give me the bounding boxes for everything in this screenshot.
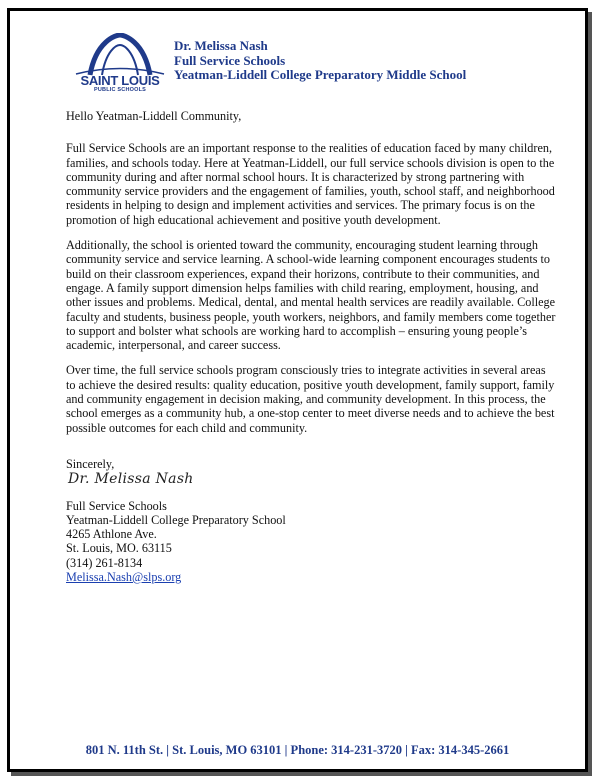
logo-wordmark: SAINT LOUIS	[80, 73, 160, 88]
email-link[interactable]: Melissa.Nash@slps.org	[66, 570, 182, 585]
closing: Sincerely,	[66, 456, 115, 471]
paragraph-1: Full Service Schools are an important response to the realities of education faced by many children, families, and schools today. Here at Yeatman-Liddell, our full service schools division is open to the community during and after normal school hours. It is characterized by strong partnering with community service providers and the engagement of families, youth, school staff, and neighborhood residents in helping to design and implement activities and services. The primary focus is on the promotion of high educational achievement and positive youth development.	[66, 141, 555, 227]
letterhead-department: Full Service Schools	[174, 52, 286, 68]
signer-street: 4265 Athlone Ave.	[66, 527, 157, 542]
gateway-arch-icon	[72, 33, 168, 77]
slps-logo	[72, 33, 168, 99]
letterhead-school: Yeatman-Liddell College Preparatory Middle School	[174, 67, 467, 82]
letter-body	[66, 103, 556, 584]
footer-address: 801 N. 11th St. | St. Louis, MO 63101 | Phone: 314-231-3720 | Fax: 314-345-2661	[85, 743, 510, 757]
logo-subtitle: PUBLIC SCHOOLS	[94, 87, 146, 93]
letter-page	[7, 8, 588, 772]
paragraph-3: Over time, the full service schools program consciously tries to integrate activities in several areas to achieve the desired results: quality education, positive youth development, family support, family and community engagement in decision making, and community development. In this process, the school emerges as a community hub, a one-stop center to meet diverse needs and to achieve the best possible outcomes for each child and community.	[66, 363, 555, 435]
paragraph-2: Additionally, the school is oriented toward the community, encouraging student learning through community service and service learning. A school-wide learning component encourages students to build on their classroom experiences, expand their horizons, contribute to their communities, and engage. A family support dimension helps families with child rearing, employment, housing, and other issues and problems. Medical, dental, and mental health services are readily available. College faculty and students, business people, youth workers, neighbors, and family members come together to support and bolster what schools are working hard to accomplish – ensuring young people’s academic, interpersonal, and career success.	[66, 238, 556, 353]
letterhead-name: Dr. Melissa Nash	[174, 38, 268, 53]
greeting: Hello Yeatman-Liddell Community,	[66, 109, 242, 123]
handwritten-signature: Dr. Melissa Nash	[68, 471, 194, 488]
signer-city: St. Louis, MO. 63115	[66, 541, 172, 556]
signer-school: Yeatman-Liddell College Preparatory School	[66, 512, 286, 527]
signature-block	[66, 499, 556, 585]
signer-department: Full Service Schools	[66, 498, 167, 513]
signer-phone: (314) 261-8134	[66, 555, 143, 570]
letterhead	[174, 39, 466, 83]
